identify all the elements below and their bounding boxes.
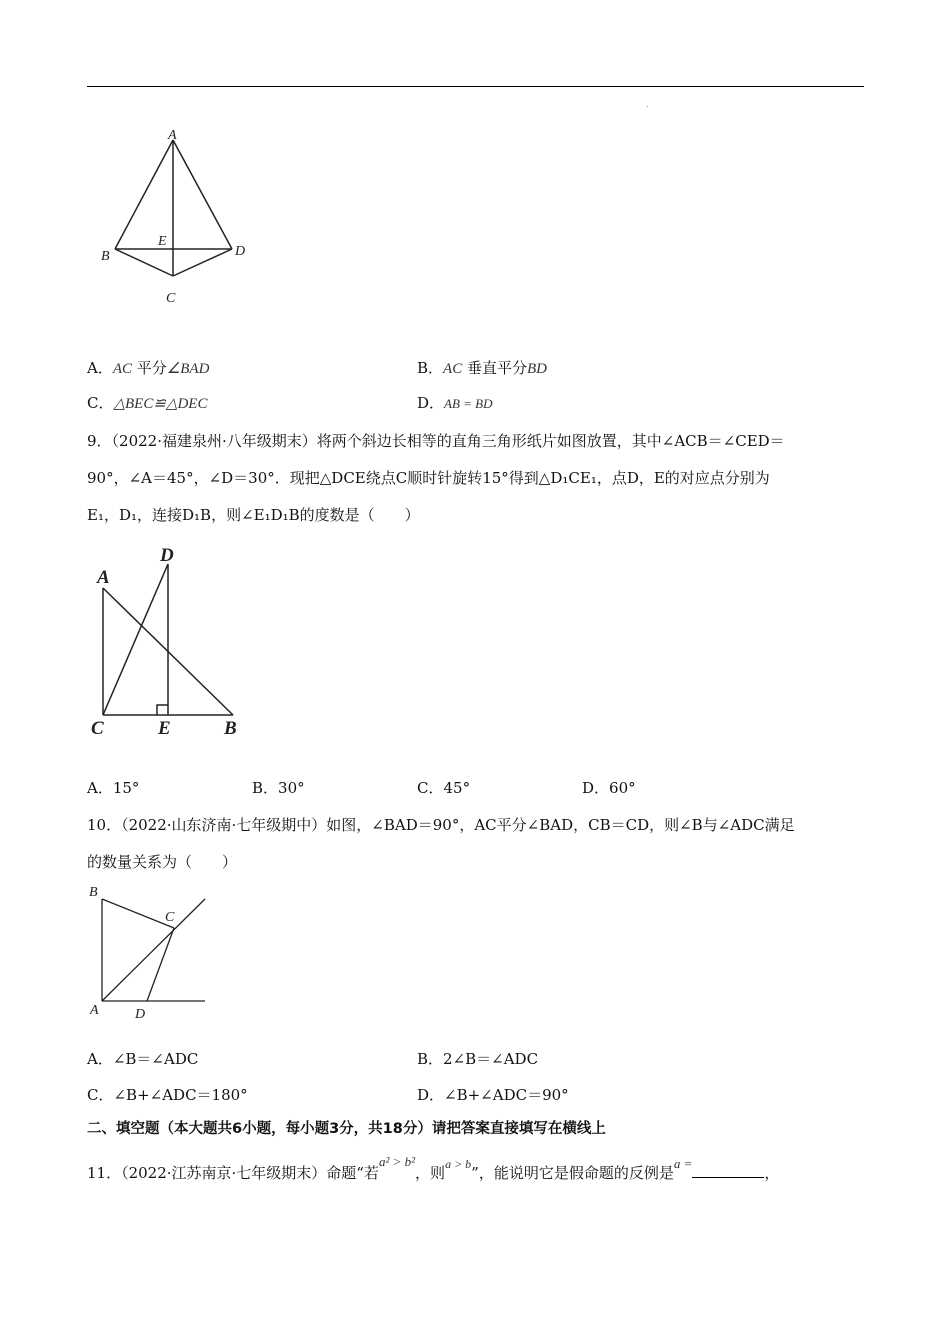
q10-option-d: D．∠B+∠ADC＝90° [417,1086,569,1104]
q10-option-b: B．2∠B＝∠ADC [417,1050,539,1068]
q11-mid: ，则 [415,1164,446,1182]
q9-label-c: C [91,718,104,739]
q11-line [87,1154,780,1183]
q8-label-c: C [166,291,176,306]
q8-edge-bc [115,249,173,276]
q8-option-a: A．AC 平分∠BAD [87,359,210,377]
q10-label-a: A [90,1003,99,1018]
q9-option-d: D．60° [582,779,636,797]
q9-edge-dc [103,564,168,715]
q10-line-1: 10．（2022·山东济南·七年级期中）如图，∠BAD＝90°，AC平分∠BAD，CB＝CD，则∠B与∠ADC满足 [87,816,795,834]
q8-label-e: E [158,234,167,249]
q9-line-3: E₁，D₁，连接D₁B，则∠E₁D₁B的度数是（ ） [87,506,420,524]
q9-option-a: A．15° [87,779,140,797]
q10-label-c: C [165,910,175,925]
q9-label-a: A [97,567,110,588]
q8-edge-dc [173,249,232,276]
q9-option-c: C．45° [417,779,471,797]
q11-answer-blank[interactable] [692,1163,764,1178]
q8-edge-ad [173,140,232,249]
header-dot: . [646,100,649,109]
q8-figure [95,125,265,310]
q8-edge-ab [115,140,173,249]
q10-label-d: D [135,1007,146,1022]
q10-option-c: C．∠B+∠ADC＝180° [87,1086,248,1104]
q9-figure [88,540,253,745]
header-rule [87,86,864,87]
q9-right-angle-mark [157,705,168,715]
q11-var: a = [673,1156,693,1171]
q8-option-d: D．AB = BD [417,394,493,412]
q11-prefix: 11．（2022·江苏南京·七年级期末）命题“若 [87,1164,379,1182]
q8-option-b: B．AC 垂直平分BD [417,359,547,377]
q10-option-a: A．∠B＝∠ADC [87,1050,199,1068]
q9-label-d: D [160,545,174,566]
q9-label-b: B [224,718,237,739]
q10-figure [85,880,215,1022]
q8-option-c: C．△BEC≌△DEC [87,394,208,412]
q11-suffix: ”，能说明它是假命题的反例是 [471,1164,674,1182]
q10-edge-bc [102,899,174,928]
q9-line-2: 90°，∠A＝45°，∠D＝30°．现把△DCE绕点C顺时针旋转15°得到△D₁CE₁，点D，E的对应点分别为 [87,469,770,487]
q10-edge-cd [147,928,174,1001]
q8-label-a: A [168,128,177,143]
q9-option-b: B．30° [252,779,305,797]
q10-label-b: B [89,885,98,900]
q8-label-d: D [235,244,246,259]
q9-line-1: 9．（2022·福建泉州·八年级期末）将两个斜边长相等的直角三角形纸片如图放置，其中∠ACB＝∠CED＝ [87,432,785,450]
q10-line-2: 的数量关系为（ ） [87,853,238,871]
q10-edge-ac-ray [102,899,205,1001]
q11-end: ， [764,1164,780,1182]
section-2-heading: 二、填空题（本大题共6小题，每小题3分，共18分）请把答案直接填写在横线上 [87,1121,606,1137]
q11-conclusion: a > b [445,1157,472,1171]
q8-label-b: B [101,249,110,264]
q9-label-e: E [158,718,171,739]
q11-condition: a² > b² [378,1154,416,1169]
